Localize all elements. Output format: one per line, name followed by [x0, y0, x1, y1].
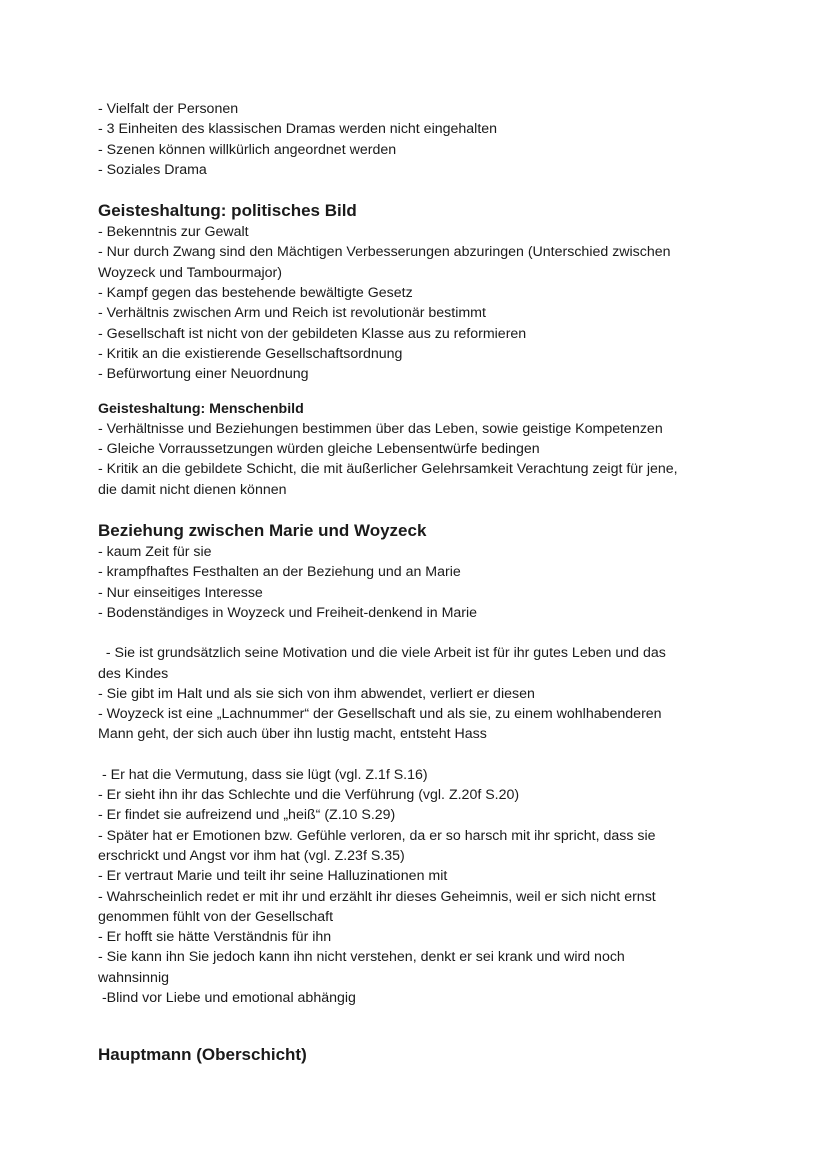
list-item: - kaum Zeit für sie: [98, 544, 212, 561]
list-item: - Gleiche Vorraussetzungen würden gleiche Lebensentwürfe bedingen: [98, 441, 540, 458]
section-heading-politisches-bild: Geisteshaltung: politisches Bild: [98, 201, 357, 221]
list-item: - Sie ist grundsätzlich seine Motivation und die viele Arbeit ist für ihr gutes Leben und das: [98, 645, 666, 662]
list-item: - Kampf gegen das bestehende bewältigte Gesetz: [98, 285, 413, 302]
list-item: - 3 Einheiten des klassischen Dramas werden nicht eingehalten: [98, 121, 498, 138]
list-item: - Nur einseitiges Interesse: [98, 584, 263, 601]
paragraph-textbelege: [98, 765, 738, 1009]
section-menschenbild: [98, 419, 738, 500]
paragraph-motivation: [98, 643, 738, 744]
list-item: - Wahrscheinlich redet er mit ihr und erzählt ihr dieses Geheimnis, weil er sich nicht ernst: [98, 888, 656, 905]
list-item: - Er sieht ihn ihr das Schlechte und die Verführung (vgl. Z.20f S.20): [98, 787, 520, 804]
list-item: Mann geht, der sich auch über ihn lustig macht, entsteht Hass: [98, 726, 487, 743]
list-item: - Er hofft sie hätte Verständnis für ihn: [98, 929, 332, 946]
list-item: - Sie kann ihn Sie jedoch kann ihn nicht verstehen, denkt er sei krank und wird noch: [98, 949, 625, 966]
list-item: - Bodenständiges in Woyzeck und Freiheit-denkend in Marie: [98, 604, 478, 621]
section-heading-menschenbild: Geisteshaltung: Menschenbild: [98, 400, 304, 417]
list-item: - krampfhaftes Festhalten an der Beziehung und an Marie: [98, 564, 461, 581]
document-page: [98, 99, 738, 1066]
list-item: - Szenen können willkürlich angeordnet werden: [98, 141, 397, 158]
list-item: - Gesellschaft ist nicht von der gebildeten Klasse aus zu reformieren: [98, 325, 527, 342]
list-item: - Kritik an die gebildete Schicht, die mit äußerlicher Gelehrsamkeit Verachtung zeigt für jene,: [98, 461, 678, 478]
list-item: genommen fühlt von der Gesellschaft: [98, 908, 334, 925]
list-item: - Befürwortung einer Neuordnung: [98, 366, 309, 383]
section-heading-hauptmann: Hauptmann (Oberschicht): [98, 1045, 307, 1065]
list-item: die damit nicht dienen können: [98, 481, 287, 498]
list-item: - Soziales Drama: [98, 161, 207, 178]
list-item: - Woyzeck ist eine „Lachnummer“ der Gesellschaft und als sie, zu einem wohlhabenderen: [98, 706, 662, 723]
list-item: - Verhältnisse und Beziehungen bestimmen über das Leben, sowie geistige Kompetenzen: [98, 420, 663, 437]
section-beziehung: [98, 542, 738, 623]
list-item: - Bekenntnis zur Gewalt: [98, 224, 249, 241]
list-item: Woyzeck und Tambourmajor): [98, 264, 282, 281]
list-item: - Nur durch Zwang sind den Mächtigen Verbesserungen abzuringen (Unterschied zwischen: [98, 244, 671, 261]
list-item: wahnsinnig: [98, 969, 169, 986]
list-item: - Kritik an die existierende Gesellschaftsordnung: [98, 345, 403, 362]
list-item: des Kindes: [98, 665, 169, 682]
list-item: - Verhältnis zwischen Arm und Reich ist revolutionär bestimmt: [98, 305, 486, 322]
list-item: - Sie gibt im Halt und als sie sich von ihm abwendet, verliert er diesen: [98, 685, 535, 702]
section-politisches-bild: [98, 222, 738, 384]
intro-list: [98, 99, 738, 180]
list-item: - Er hat die Vermutung, dass sie lügt (vgl. Z.1f S.16): [98, 766, 428, 783]
list-item: erschrickt und Angst vor ihm hat (vgl. Z.23f S.35): [98, 847, 405, 864]
list-item: - Später hat er Emotionen bzw. Gefühle verloren, da er so harsch mit ihr spricht, dass sie: [98, 827, 656, 844]
list-item: - Er vertraut Marie und teilt ihr seine Halluzinationen mit: [98, 868, 448, 885]
list-item: -Blind vor Liebe und emotional abhängig: [98, 989, 356, 1006]
list-item: - Vielfalt der Personen: [98, 101, 239, 117]
list-item: - Er findet sie aufreizend und „heiß“ (Z.10 S.29): [98, 807, 396, 824]
section-heading-beziehung: Beziehung zwischen Marie und Woyzeck: [98, 521, 427, 541]
